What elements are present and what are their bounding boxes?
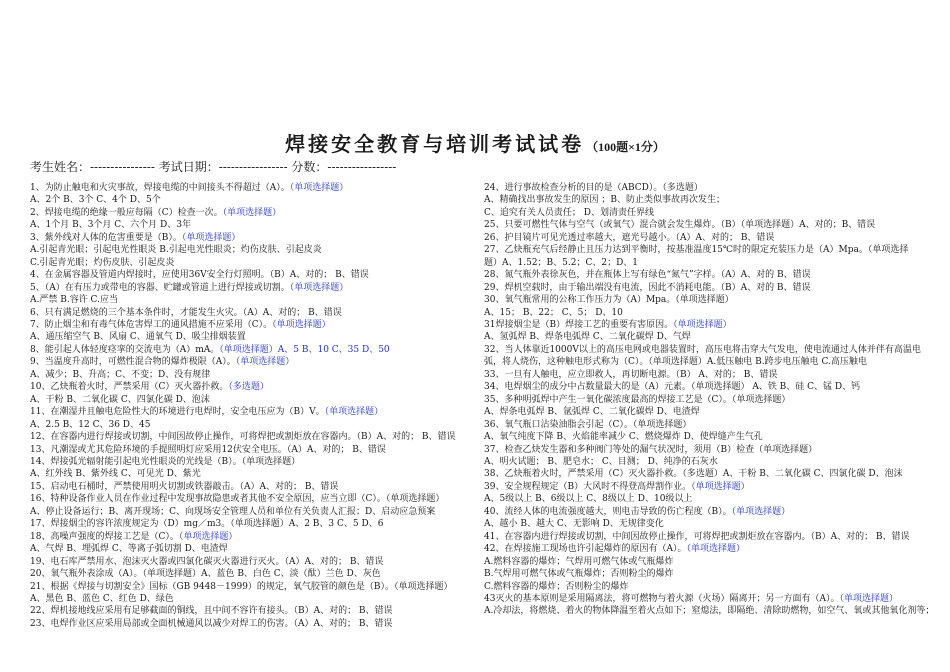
- question-text: A、黑色 B、蓝色 C、红色 D、绿色: [30, 593, 174, 604]
- question-type-tag: （单项选择题）: [691, 481, 750, 492]
- question-line: [484, 506, 934, 518]
- question-line: [484, 431, 934, 443]
- question-line: [484, 381, 934, 393]
- exam-subtitle: （100题×1分）: [586, 140, 665, 154]
- question-type-tag: （单项选择题）: [839, 593, 898, 604]
- question-line: [30, 556, 460, 568]
- question-text: 1、为防止触电和火灾事故，焊接电缆的中间接头不得超过（A）。: [30, 183, 290, 193]
- question-text: 22、焊机接地线应采用有足够截面的铜线，且中间不容许有接头。（B）A、对的； B、错误: [30, 606, 393, 617]
- question-text: C.引起青光眼；灼伤皮肤、引起皮炎: [30, 257, 175, 268]
- question-line: [484, 182, 934, 194]
- question-line: [484, 605, 934, 617]
- question-line: [30, 182, 460, 194]
- question-line: [484, 518, 934, 530]
- question-text: A、越小 B、越大 C、无影响 D、无规律变化: [484, 519, 664, 530]
- question-line: [484, 282, 934, 294]
- question-line: [30, 581, 460, 593]
- question-line: [484, 307, 934, 319]
- question-type-tag: （单项选择题）A、5 B、10 C、35 D、50: [219, 344, 390, 355]
- question-line: [30, 369, 460, 381]
- question-text: A、明火试题； B、肥皂水； C、目测； D、纯净的石灰水: [484, 456, 718, 467]
- question-text: 4、在金属容器及管道内焊接时，应使用36V安全行灯照明。（B）A、对的； B、错误: [30, 270, 369, 281]
- question-text: 31焊接烟尘是（B）焊接工艺的重要有害原因。: [484, 319, 674, 330]
- question-text: 37、检查乙炔发生器和多种阀门等处的漏气状况时，须用（B）检查（单项选择题）: [484, 444, 818, 455]
- question-type-tag: （单项选择题）: [181, 232, 241, 243]
- question-type-tag: （单项选择题）: [289, 282, 349, 293]
- question-line: [484, 369, 934, 381]
- question-line: [484, 257, 934, 269]
- question-line: [484, 444, 934, 456]
- question-line: [30, 282, 460, 294]
- question-text: A、停止设备运行；B、离开现场；C、向现场安全管理人员和单位有关负责人汇报；D、启动应急预案: [30, 506, 436, 517]
- question-text: 3、紫外线对人体的危害重要是（B）。: [30, 232, 182, 243]
- question-line: [30, 344, 460, 356]
- question-type-tag: （单项选择题）: [673, 319, 732, 330]
- question-text: 21、根据《焊接与切割安全》国标（GB 9448－1999）的规定，氧气胶管的颜色是（B）。（单项选择题）: [30, 581, 453, 592]
- question-line: [30, 394, 460, 406]
- question-line: [30, 331, 460, 343]
- question-text: 19、电石库严禁用水、泡沫灭火器或四氯化碳灭火器进行灭火。（A）A、对的； B、错误: [30, 556, 384, 567]
- question-text: A.燃料容器的爆炸；气焊用可燃气体或气瓶爆炸: [484, 556, 674, 567]
- question-text: 33、一旦有人触电，应立即救人，再切断电源。（B） A、对的； B、错误: [484, 369, 778, 380]
- question-type-tag: （单项选择题）: [222, 207, 282, 218]
- exam-title: 焊接安全教育与培训考试试卷: [285, 132, 585, 156]
- question-line: [30, 381, 460, 393]
- question-line: [30, 506, 460, 518]
- question-line: [30, 531, 460, 543]
- question-line: [30, 319, 460, 331]
- question-line: [30, 356, 460, 368]
- question-line: [30, 444, 460, 456]
- question-line: [484, 331, 934, 343]
- question-text: 29、焊机空载时，由于输出端没有电流，因此不消耗电能。（B）A、对的 B、错误: [484, 282, 811, 293]
- question-text: 6、只有满足燃烧的三个基本条件时，才能发生火灾。（A）A、对的； B、错误: [30, 307, 342, 318]
- left-column: [30, 182, 460, 630]
- question-text: A、减少；B、升高；C、不变；D、没有规律: [30, 369, 211, 380]
- question-text: 24、进行事故检查分析的目的是（ABCD）。（多选题）: [484, 183, 703, 193]
- question-text: B.气焊用可燃气体或气瓶爆炸；否则粉尘的爆炸: [484, 569, 674, 580]
- question-line: [30, 456, 460, 468]
- question-text: 14、焊接弧光辐射能引起电光性眼炎的光线是（B）。（单项选择题）: [30, 456, 301, 467]
- question-line: [484, 543, 934, 555]
- question-text: 20、氧气瓶外表涂成（A）。（单项选择题）A、蓝色 B、白色 C、淡（酞）兰色 D、灰色: [30, 569, 381, 580]
- question-text: 41、在容器内进行焊接或切割，中间因故停止操作，可将焊把或割炬放在容器内。（B）A、对的； B、错误: [484, 531, 910, 542]
- question-text: A、15； B、22； C、5； D、10: [484, 307, 623, 318]
- question-text: 28、氮气瓶外表徐灰色，并在瓶体上写有绿色“氮气”字样。（A）A、对的 B、错误: [484, 270, 811, 281]
- question-line: [484, 568, 934, 580]
- question-line: [484, 531, 934, 543]
- question-text: 10、乙炔瓶着火时，严禁采用（C）灭火器扑救。: [30, 382, 229, 393]
- question-line: [30, 493, 460, 505]
- question-text: 12、在容器内进行焊接或切割，中间因故停止操作，可将焊把或割炬放在容器内。（B）A、对的； B、错误: [30, 432, 456, 443]
- question-line: [30, 194, 460, 206]
- question-text: 13、凡潮湿或尤其危险环境的手提照明灯应采用12伏安全电压。（A）A、对的； B、错误: [30, 444, 386, 455]
- question-text: A、1个月 B、3个月 C、六个月 D、3年: [30, 220, 191, 231]
- question-text: 38、乙炔瓶着火时，严禁采用（C）灭火器扑救。（多选题）A、干粉 B、二氧化碳 C、四氯化碳 D、泡沫: [484, 469, 903, 480]
- question-text: A.冷却法，将燃烧、着火的物体降温至着火点如下；窒熄法，即隔绝、清除助燃物，如空气、氧或其他氧化剂等；: [484, 606, 934, 617]
- question-line: [484, 232, 934, 244]
- question-type-tag: （单项选择题）: [272, 319, 331, 330]
- question-line: [484, 468, 934, 480]
- question-text: A、红外线 B、紫外线 C、可见光 D、紫光: [30, 469, 201, 480]
- question-line: [30, 257, 460, 269]
- question-line: [484, 194, 934, 206]
- question-text: A、干粉 B、二氧化碳 C、四氯化碳 D、泡沫: [30, 394, 210, 405]
- question-text: 27、乙炔瓶充气后经静止且压力达到平衡时，按基准温度15℃时的限定充装压力是（A）Mpa。（单项选择: [484, 245, 909, 256]
- question-text: 23、电焊作业区应采用局部或全面机械通风以减少对焊工的伤害。（A）A、对的； B、错误: [30, 618, 393, 629]
- question-line: [30, 207, 460, 219]
- question-line: [484, 344, 934, 356]
- question-text: A、氢弧焊 B、焊条电弧焊 C、二氧化碳焊 D、气焊: [484, 332, 691, 343]
- question-line: [30, 605, 460, 617]
- question-type-tag: （单项选择题）: [289, 183, 349, 193]
- question-type-tag: （单项选择题）: [324, 407, 384, 418]
- question-line: [484, 269, 934, 281]
- question-text: 7、防止烟尘和有毒气体危害焊工的通风措施不应采用（C）。: [30, 319, 273, 330]
- question-text: 5、（A）在有压力或带电的容器、贮罐或管道上进行焊接或切割。: [30, 282, 290, 293]
- question-text: 43灭火的基本原则是采用隔离法，将可燃物与着火源（火场）隔离开；另一方面有（A）。: [484, 593, 840, 604]
- question-text: C.燃料容器的爆炸；否则粉尘的爆炸: [484, 581, 629, 592]
- question-line: [30, 269, 460, 281]
- question-line: [30, 481, 460, 493]
- question-text: 34、电焊烟尘的成分中占数量最大的是（A）元素。（单项选择题） A、铁 B、硅 C、锰 D、钙: [484, 382, 861, 393]
- right-column: [484, 182, 934, 618]
- candidate-info-line: 考生姓名：---------------- 考试日期：----------------- 分数：-----------------: [30, 160, 397, 174]
- question-text: 17、焊接烟尘的容许浓度规定为（D）mg／m3。（单项选择题）A、2 B、3 C、5 D、6: [30, 519, 384, 530]
- question-line: [484, 319, 934, 331]
- question-text: A、焊条电弧焊 B、氩弧焊 C、二氧化碳焊 D、电渣焊: [484, 407, 700, 418]
- exam-title-block: [0, 128, 950, 157]
- question-text: 11、在潮湿并且触电危险性大的环境进行电焊时，安全电压应为（B）V。: [30, 407, 325, 418]
- question-line: [484, 394, 934, 406]
- question-text: 题）A、1.52；B、5.2；C、2；D、1: [484, 257, 639, 268]
- question-text: 弧，将人烧伤，这种触电形式称为（C）。（单项选择题）A.低压触电 B.跨步电压触电 C.高压触电: [484, 357, 867, 368]
- question-text: 35、多种明弧焊中产生一氧化碳浓度最高的焊接工艺是（C）。（单项选择题）: [484, 394, 791, 405]
- question-text: A、氧气纯度下降 B、火焰能率减少 C、燃烧爆炸 D、使焊缝产生气孔: [484, 432, 763, 443]
- question-line: [30, 431, 460, 443]
- question-line: [30, 294, 460, 306]
- question-line: [30, 232, 460, 244]
- question-text: A.引起青光眼；引起电光性眼炎 B.引起电光性眼炎；灼伤皮肤、引起皮炎: [30, 245, 322, 256]
- question-text: 8、能引起人体轻度痉挛的交流电为（A）mA。: [30, 344, 220, 355]
- question-line: [484, 406, 934, 418]
- question-text: A、5级以上 B、6级以上 C、8级以上 D、10级以上: [484, 494, 693, 505]
- question-line: [30, 618, 460, 630]
- question-line: [30, 406, 460, 418]
- question-text: C、追究有关人员责任； D、划清责任界线: [484, 207, 654, 218]
- question-line: [30, 219, 460, 231]
- question-line: [30, 419, 460, 431]
- question-line: [30, 593, 460, 605]
- question-text: 30、氧气瓶常用的公称工作压力为（A）Mpa。（单项选择题）: [484, 295, 734, 306]
- question-text: 40、流经人体的电流强度越大，则电击导致的伤亡程度（B）。: [484, 506, 732, 517]
- question-text: A、2个 B、3个 C、4个 D、5个: [30, 195, 161, 206]
- question-line: [484, 481, 934, 493]
- question-line: [484, 581, 934, 593]
- question-text: 18、高噪声强度的焊接工艺是（C）。: [30, 531, 179, 542]
- question-line: [30, 518, 460, 530]
- question-type-tag: （单项选择题）: [731, 506, 791, 517]
- question-line: [484, 219, 934, 231]
- question-type-tag: （单项选择题）: [178, 531, 238, 542]
- question-text: A、精确找出事故发生的原因 ；B、防止类似事故再次发生；: [484, 195, 725, 206]
- question-text: 42、在焊接施工现场也许引起爆炸的原因有（A）。: [484, 544, 687, 555]
- question-text: A、通压缩空气 B、风扇 C、通氧气 D、吸尘排烟装置: [30, 332, 246, 343]
- question-text: A、2.5 B、12 C、36 D、45: [30, 419, 151, 430]
- question-line: [484, 419, 934, 431]
- question-text: 39、安全规程规定（B）大风时不得登高焊割作业。: [484, 481, 692, 492]
- question-text: A.严禁 B.容许 C.应当: [30, 295, 118, 306]
- question-text: 16、特种设备作业人员在作业过程中发现事故隐患或者其他不安全原因，应当立即（C）。（单项选择题）: [30, 494, 445, 505]
- question-type-tag: （多选题）: [228, 382, 269, 393]
- question-line: [484, 593, 934, 605]
- question-line: [484, 294, 934, 306]
- question-line: [30, 568, 460, 580]
- question-text: 36、氧气瓶口沾染油脂会引起（C）。（单项选择题）: [484, 419, 692, 430]
- question-text: 32、当人体靠近1000V以上的高压电网或电器装置时，高压电将击穿大气发电，使电流通过人体并伴有高温电: [484, 344, 921, 355]
- question-line: [484, 556, 934, 568]
- question-line: [30, 543, 460, 555]
- question-line: [30, 307, 460, 319]
- question-line: [484, 207, 934, 219]
- question-line: [484, 493, 934, 505]
- question-text: 2、焊接电缆的绝缘一般应每隔（C）检查一次。: [30, 207, 223, 218]
- question-text: 25、只要可燃性气体与空气（或氧气）混合就会发生爆炸。（B）（单项选择题）A、对的；B、错误: [484, 220, 876, 231]
- question-line: [30, 244, 460, 256]
- question-line: [30, 468, 460, 480]
- question-text: A、气焊 B、埋弧焊 C、等离子弧切割 D、电渣焊: [30, 544, 228, 555]
- question-type-tag: （单项选择题）: [686, 544, 745, 555]
- question-text: 9、当温度升高时，可燃性混合物的爆炸极限（A）。: [30, 357, 236, 368]
- question-line: [484, 456, 934, 468]
- question-type-tag: （单项选择题）: [235, 357, 295, 368]
- question-text: 15、启动电石桶时，严禁使用明火切割或铁器敲击。（A）A、对的； B、错误: [30, 481, 339, 492]
- question-line: [484, 356, 934, 368]
- question-text: 26、护目镜片可见光透过率越大，遮光号越小。（A）A、对的； B、错误: [484, 232, 775, 243]
- question-line: [484, 244, 934, 256]
